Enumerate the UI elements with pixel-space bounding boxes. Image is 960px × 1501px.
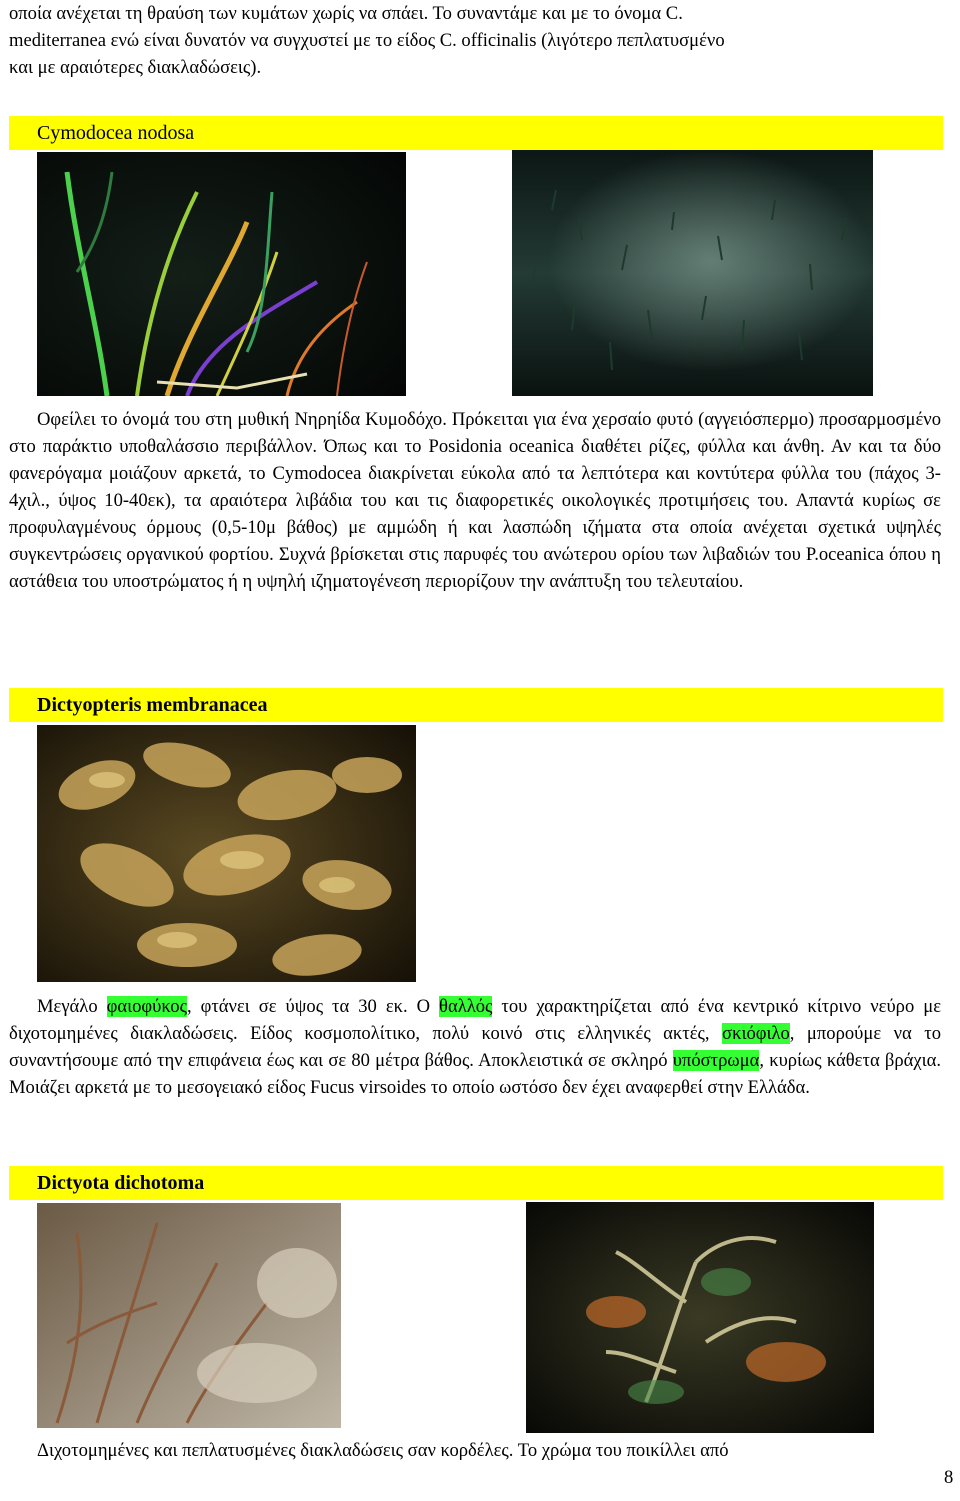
intro-paragraph bbox=[9, 0, 941, 81]
photo-dictyota-right bbox=[526, 1202, 874, 1433]
section-heading-dictyota bbox=[9, 1166, 943, 1200]
photo-cymodocea-closeup bbox=[37, 152, 406, 396]
page-number: 8 bbox=[944, 1467, 954, 1488]
photo-dictyopteris bbox=[37, 725, 416, 982]
text-part: , μπορούμε να το συναντήσουμε από την επιφάνεια έως και σε 80 μέτρα βάθος. Αποκλειστικά σε σκληρό bbox=[9, 1023, 942, 1071]
section-title: Cymodocea nodosa bbox=[37, 122, 195, 144]
photo-dictyota-left bbox=[37, 1203, 341, 1428]
section-text-dictyota bbox=[9, 1437, 941, 1464]
section-heading-cymodocea bbox=[9, 116, 943, 150]
text-part: του χαρακτηρίζεται από ένα κεντρικό κίτρινο νεύρο με διχοτομημένες διακλαδώσεις. Είδος κοσμοπολίτικο, πολύ κοινό στις ελληνικές ακτές, bbox=[9, 996, 942, 1044]
text-part: Μεγάλο bbox=[37, 996, 107, 1017]
highlighted-term: σκιόφιλο bbox=[722, 1023, 790, 1044]
section-text-dictyopteris bbox=[9, 993, 941, 1101]
intro-line-2: mediterranea ενώ είναι δυνατόν να συγχυστεί με το είδος C. officinalis (λιγότερο πεπλατυσμένο bbox=[9, 30, 725, 51]
highlighted-term: υπόστρωμα bbox=[672, 1050, 760, 1071]
photo-cymodocea-meadow bbox=[512, 150, 873, 396]
intro-line-3: και με αραιότερες διακλαδώσεις). bbox=[9, 57, 262, 78]
intro-line-1: οποία ανέχεται τη θραύση των κυμάτων χωρίς να σπάει. Το συναντάμε και με το όνομα C. bbox=[9, 3, 683, 24]
text-part: , κυρίως κάθετα βράχια. Μοιάζει αρκετά με το μεσογειακό είδος Fucus virsoides το οποίο ωστόσο δεν έχει αναφερθεί στην Ελλάδα. bbox=[9, 1050, 941, 1098]
highlighted-term: θαλλός bbox=[439, 996, 493, 1017]
highlighted-term: φαιοφύκος bbox=[106, 996, 187, 1017]
section-title: Dictyopteris membranacea bbox=[37, 694, 268, 716]
section-title: Dictyota dichotoma bbox=[37, 1172, 205, 1194]
section-heading-dictyopteris bbox=[9, 688, 943, 722]
section-text: Διχοτομημένες και πεπλατυσμένες διακλαδώσεις σαν κορδέλες. Το χρώμα του ποικίλλει από bbox=[37, 1440, 729, 1461]
text-part: , φτάνει σε ύψος τα 30 εκ. Ο bbox=[186, 996, 440, 1017]
section-text: Οφείλει το όνομά του στη μυθική Νηρηίδα Κυμοδόχο. Πρόκειται για ένα χερσαίο φυτό (αγγειόσπερμο) προσαρμοσμένο στο παράκτιο υποθαλάσσιο περιβάλλον. Όπως και το Posidonia oceanica διαθέτει ρίζες, φύλλα και άνθη. Αν και τα δύο φανερόγαμα μοιάζουν αρκετά, το Cymodocea διακρίνεται εύκολα από τα λεπτότερα και κοντύτερα φύλλα του (πάχος 3-4χιλ., ύψος 10-40εκ), τα αραιότερα λιβάδια του και τις διαφορετικές οικολογικές προτιμήσεις του. Απαντά κυρίως σε προφυλαγμένους όρμους (0,5-10μ βάθος) με αμμώδη ή και λασπώδη ιζήματα στα οποία ανέχεται σχετικά υψηλές συγκεντρώσεις οργανικού φορτίου. Συχνά βρίσκεται στις παρυφές του ανώτερου ορίου των λιβαδιών του P.oceanica όπου η αστάθεια του υποστρώματος ή η υψηλή ιζηματογένεση περιορίζουν την ανάπτυξη του τελευταίου. bbox=[9, 409, 941, 592]
section-text-cymodocea bbox=[9, 406, 941, 595]
